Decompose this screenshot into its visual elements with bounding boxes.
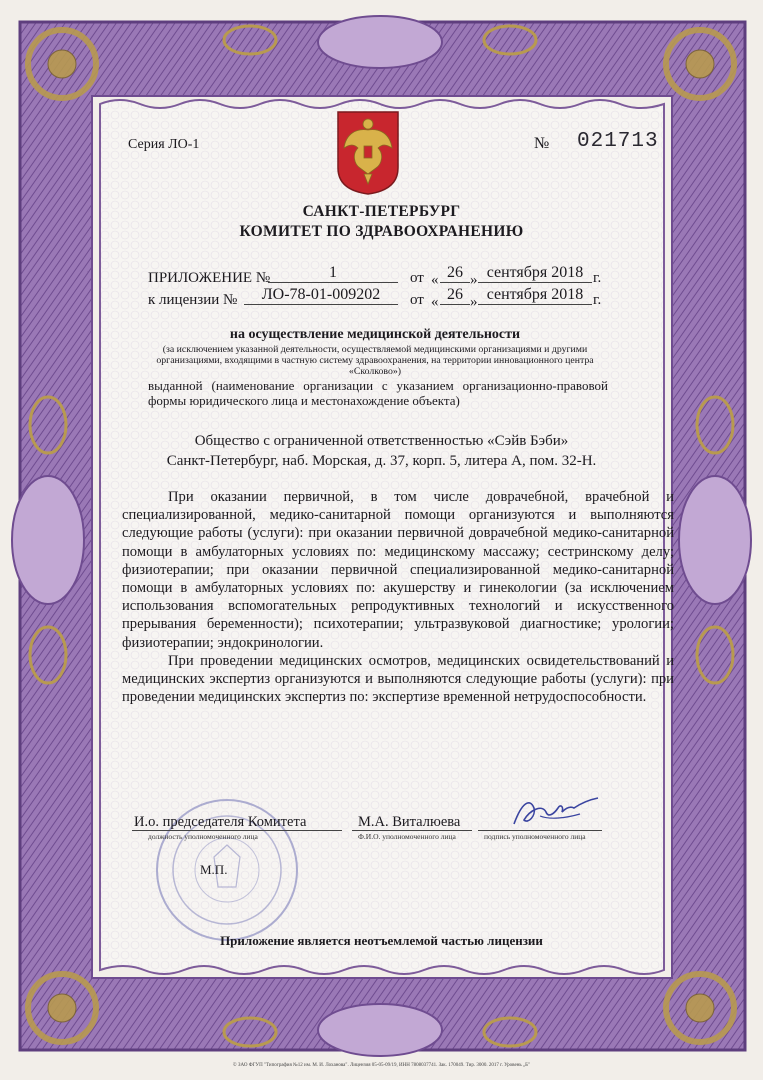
license-label: к лицензии № xyxy=(148,292,238,308)
signatory-name: М.А. Виталюева xyxy=(358,814,461,830)
appendix-quote-open: « xyxy=(431,272,439,288)
printer-imprint: © ЗАО ФГУП "Типография №12 им. М. И. Лоханова". Лицензия 05-05-09/19, ИНН 7808037741. Зак. 170049. Тир. 3000. 2017 г. Уровень „Б" xyxy=(232,1063,531,1068)
license-month-year: сентября 2018 xyxy=(478,286,592,305)
appendix-year-suffix: г. xyxy=(593,270,602,286)
coat-of-arms-emblem xyxy=(336,110,400,196)
activity-note: (за исключением указанной деятельности, осуществляемой медицинскими организациями и другими организациями, входящими в частную систему здравоохранения, на территории инновационного центра «Сколково») xyxy=(156,344,594,377)
services-text xyxy=(122,488,674,706)
activity-title: на осуществление медицинской деятельности xyxy=(229,327,521,342)
form-number: 021713 xyxy=(577,130,659,153)
signature-caption: подпись уполномоченного лица xyxy=(484,832,586,841)
series-label: Серия ЛО-1 xyxy=(128,137,200,152)
city-heading: САНКТ-ПЕТЕРБУРГ xyxy=(302,203,461,220)
appendix-label: ПРИЛОЖЕНИЕ № xyxy=(148,270,271,286)
license-number: ЛО-78-01-009202 xyxy=(244,286,398,305)
organization-name: Общество с ограниченной ответственностью «Сэйв Бэби» xyxy=(194,433,569,449)
services-paragraph-2: При проведении медицинских осмотров, медицинских освидетельствований и медицинских экспертиз организуются и выполняются следующие работы (услуги): при проведении медицинских экспертиз по: экспертизе временной нетрудоспособности. xyxy=(122,652,674,706)
appendix-month-year: сентября 2018 xyxy=(478,264,592,283)
seal-label: М.П. xyxy=(200,862,228,877)
footer-note: Приложение является неотъемлемой частью лицензии xyxy=(220,933,543,948)
appendix-number: 1 xyxy=(268,264,398,283)
name-underline xyxy=(352,830,472,831)
license-quote-close: » xyxy=(470,294,478,310)
appendix-from: от xyxy=(410,270,424,286)
license-from: от xyxy=(410,292,424,308)
organization-address: Санкт-Петербург, наб. Морская, д. 37, корп. 5, литера А, пом. 32-Н. xyxy=(166,453,597,469)
name-caption: Ф.И.О. уполномоченного лица xyxy=(358,832,456,841)
license-year-suffix: г. xyxy=(593,292,602,308)
services-paragraph-1: При оказании первичной, в том числе доврачебной, врачебной и специализированной, медико-санитарной помощи организуются и выполняются следующие работы (услуги): при оказании первичной доврачебной медико-санитарной помощи в амбулаторных условиях по: медицинскому массажу; сестринскому делу; физиотерапии; при оказании первичной специализированной медико-санитарной помощи в амбулаторных условиях по: акушерству и гинекологии (за исключением использования вспомогательных репродуктивных технологий и искусственного прерывания беременности); психотерапии; ультразвуковой диагностике; урологии; физиотерапии; эндокринологии. xyxy=(122,489,674,651)
license-quote-open: « xyxy=(431,294,439,310)
committee-heading: КОМИТЕТ ПО ЗДРАВООХРАНЕНИЮ xyxy=(239,223,524,240)
appendix-quote-close: » xyxy=(470,272,478,288)
issued-to-caption: выданной (наименование организации с указанием организационно-правовой формы юридического лица и местонахождение объекта) xyxy=(148,378,608,408)
position-caption: должность уполномоченного лица xyxy=(148,832,258,841)
number-label: № xyxy=(534,135,550,152)
appendix-day: 26 xyxy=(440,264,470,283)
position-underline xyxy=(132,830,342,831)
signatory-position: И.о. председателя Комитета xyxy=(134,814,307,830)
handwritten-signature xyxy=(510,794,602,834)
license-day: 26 xyxy=(440,286,470,305)
